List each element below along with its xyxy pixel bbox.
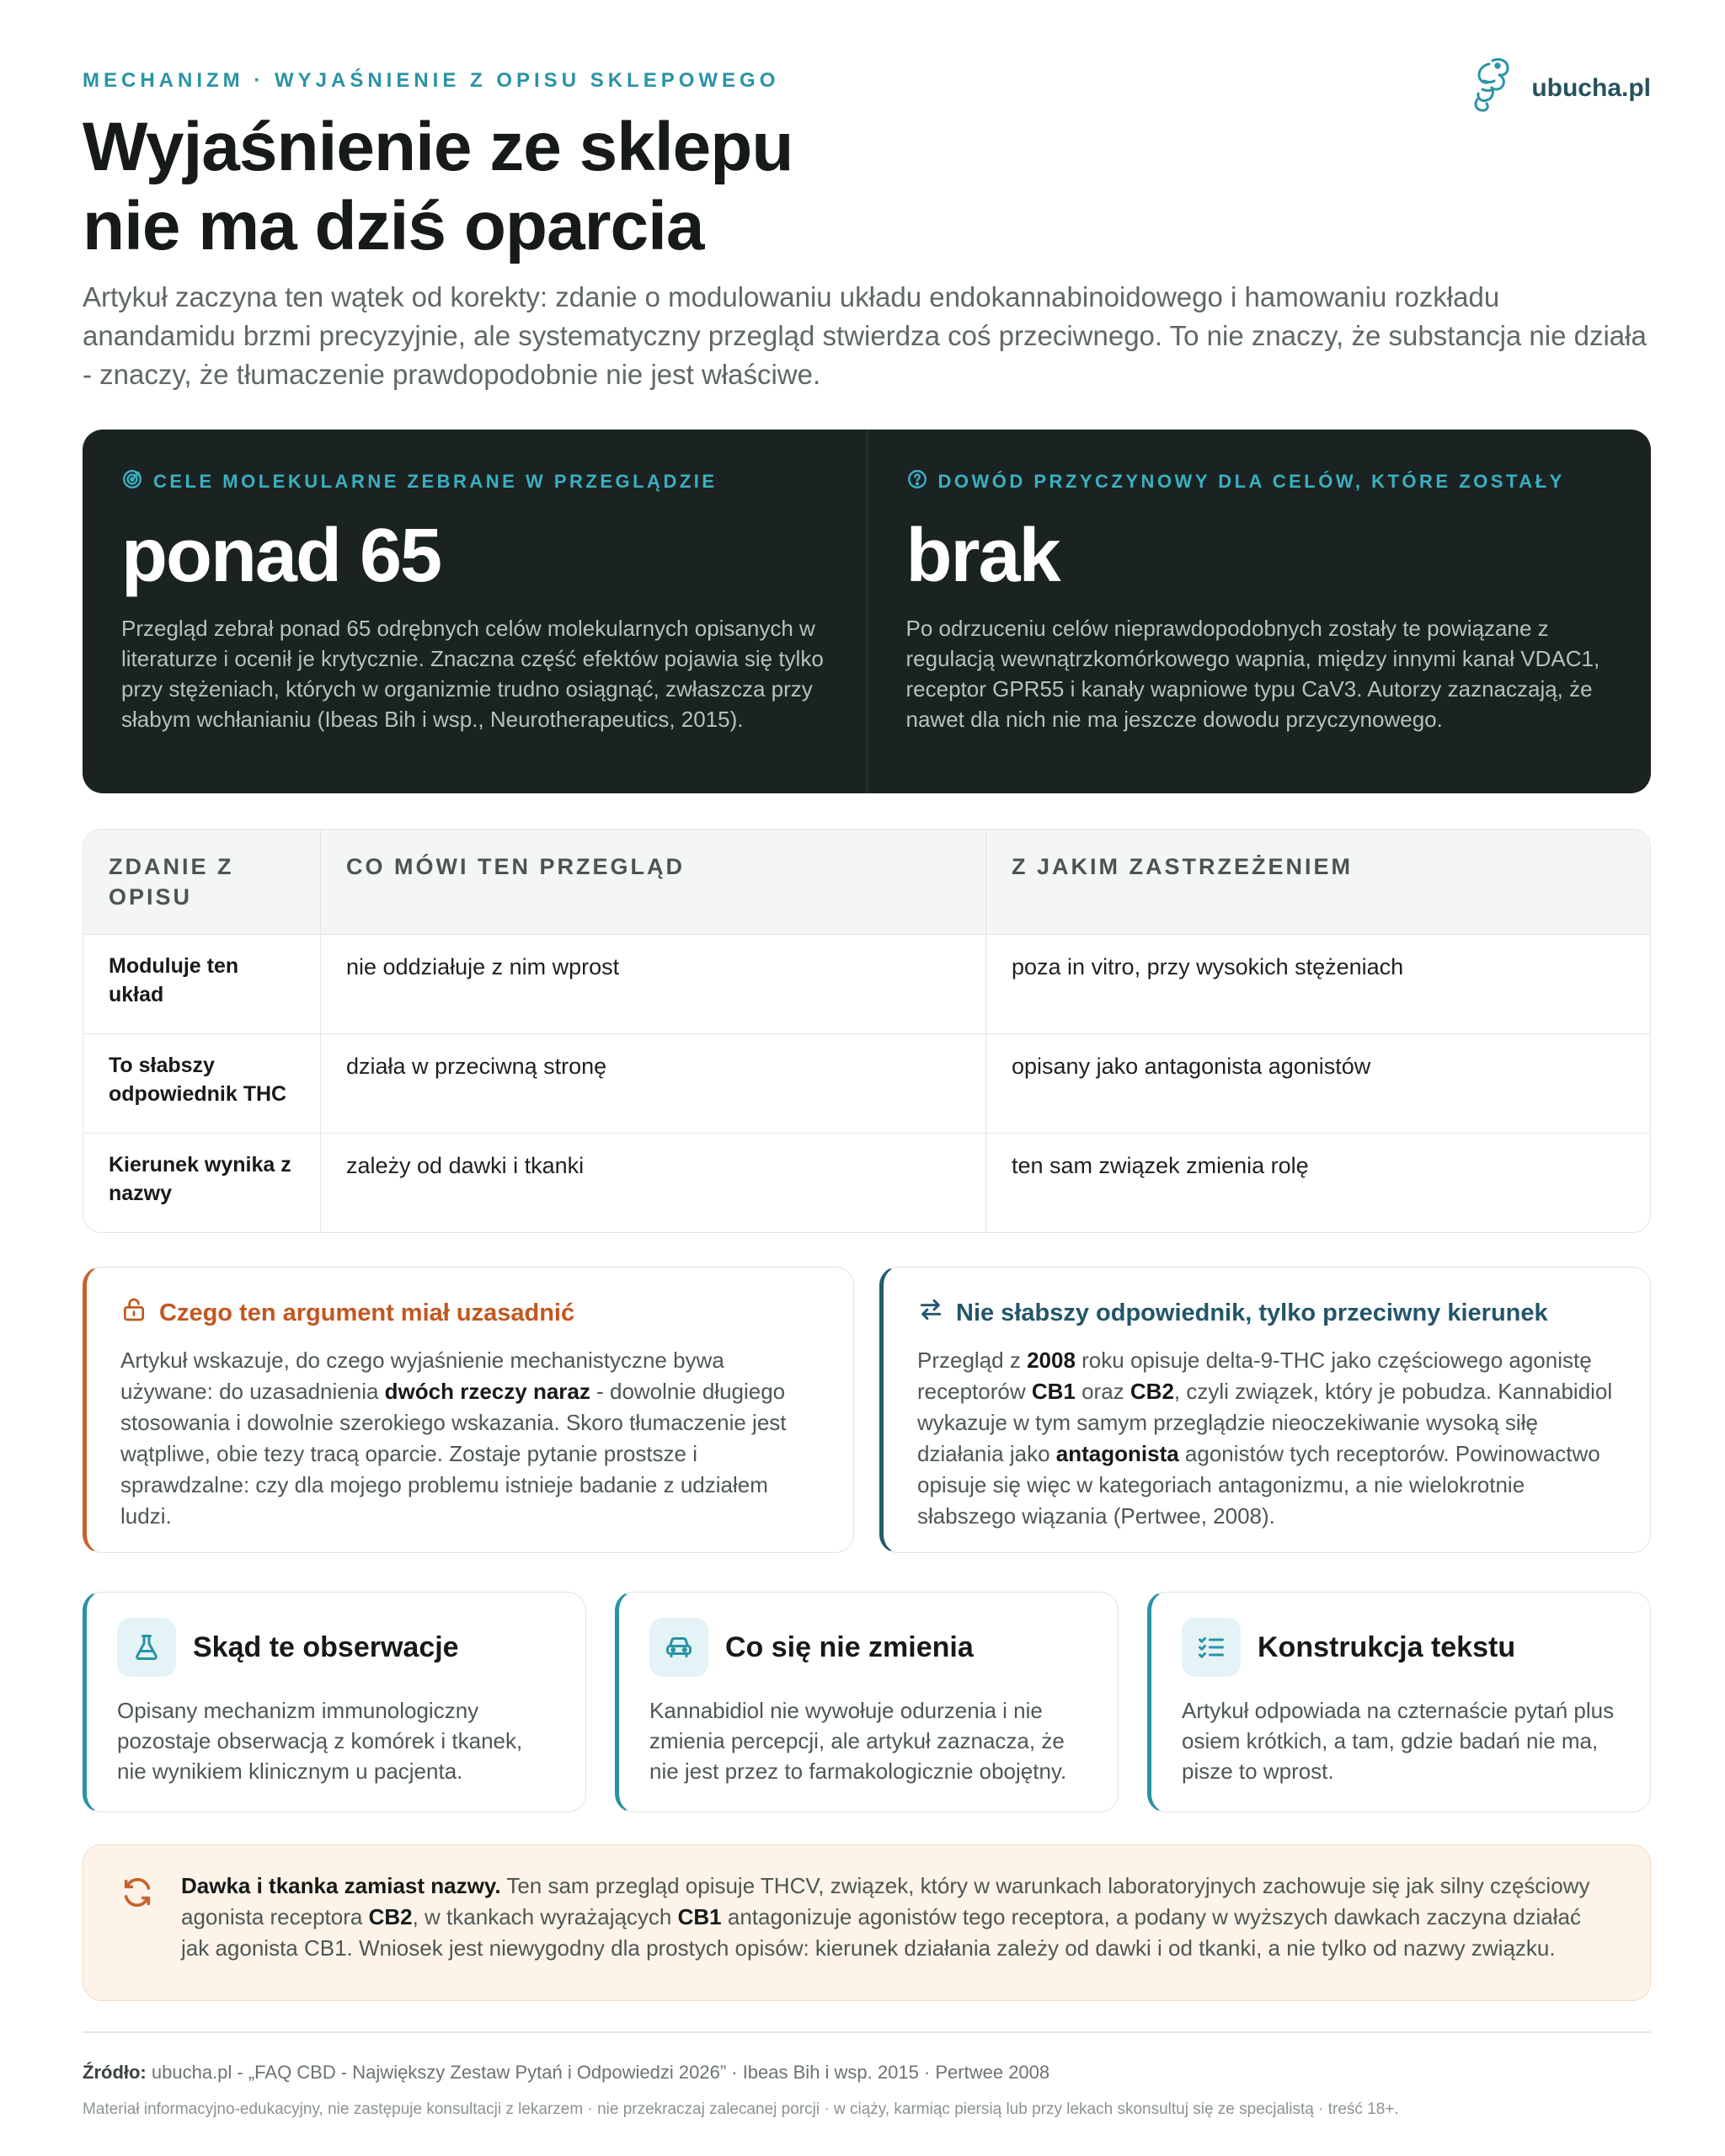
note-heading: Czego ten argument miał uzasadnić (120, 1296, 820, 1330)
card-heading: Konstrukcja tekstu (1182, 1618, 1620, 1677)
checklist-icon (1182, 1618, 1241, 1677)
table-cell: zależy od dawki i tkanki (321, 1134, 986, 1232)
table-cell: nie oddziałuje z nim wprost (321, 935, 986, 1033)
table-header-row (83, 830, 1650, 934)
card-body: Kannabidiol nie wywołuje odurzenia i nie zmienia percepcji, ale artykuł zaznacza, że nie jest przez to farmakologicznie obojętny. (649, 1698, 1067, 1784)
brand-logo[interactable] (1467, 56, 1651, 120)
callout-text: Dawka i tkanka zamiast nazwy. Ten sam przegląd opisuje THCV, związek, który w warunkach laboratoryjnych zachowuje się jak silny częściowy agonista receptora CB2, w tkankach wyrażających CB1 antagonizuje agonistów tego receptora, a podany w wyższych dawkach zaczyna działać jak agonista CB1. Wniosek jest niewygodny dla prostych opisów: kierunek działania zależy od dawki i od tkanki, a nie tylko od nazwy związku. (181, 1873, 1590, 1961)
stat-value: brak (905, 514, 1060, 598)
stat-molecular-targets (83, 430, 867, 793)
stat-value: ponad 65 (121, 514, 441, 598)
stat-label: DOWÓD PRZYCZYNOWY DLA CELÓW, KTÓRE ZOSTAŁY (906, 468, 1613, 495)
brand-name: ubucha.pl (1531, 73, 1651, 102)
table-cell: To słabszy odpowiednik THC (83, 1034, 321, 1133)
refresh-icon (120, 1870, 161, 2000)
question-circle-icon (906, 468, 928, 495)
disclaimer-line: Materiał informacyjno-edukacyjny, nie zastępuje konsultacji z lekarzem · nie przekraczaj zalecanej porcji · w ciąży, karmiąc piersią lub przy lekach skonsultuj się ze specjalistą · treść 18+. (83, 2100, 1399, 2118)
stat-description: Przegląd zebrał ponad 65 odrębnych celów molekularnych opisanych w literaturze i ocenił je krytycznie. Znaczna część efektów pojawia się tylko przy stężeniach, których w organizmie trudno osiągnąć, zwłaszcza przy słabym wchłanianiu (Ibeas Bih i wsp., Neurotherapeutics, 2015). (121, 616, 824, 732)
comparison-table (83, 829, 1651, 1233)
arrows-swap-icon (917, 1296, 944, 1330)
table-cell: Kierunek wynika z nazwy (83, 1134, 321, 1232)
lead-paragraph: Artykuł zaczyna ten wątek od korekty: zdanie o modulowaniu układu endokannabinoidowego i hamowaniu rozkładu anandamidu brzmi precyzyjnie, ale systematyczny przegląd stwierdza coś przeciwnego. To nie znaczy, że substancja nie działa - znaczy, że tłumaczenie prawdopodobnie nie jest właściwe. (83, 281, 1647, 390)
card-observations (83, 1592, 586, 1812)
flask-icon (117, 1618, 176, 1677)
table-cell: działa w przeciwną stronę (321, 1034, 986, 1133)
car-icon (649, 1618, 708, 1677)
table-row (83, 1133, 1650, 1232)
note-body: Przegląd z 2008 roku opisuje delta-9-THC jako częściowego agonistę receptorów CB1 oraz CB2, czyli związek, który je pobudza. Kannabidiol wykazuje w tym samym przeglądzie nieoczekiwanie wysoką siłę działania jako antagonista agonistów tych receptorów. Powinowactwo opisuje się więc w kategoriach antagonizmu, a nie wielokrotnie słabszego wiązania (Pertwee, 2008). (917, 1348, 1613, 1529)
source-line: Źródło: ubucha.pl - „FAQ CBD - Największy Zestaw Pytań i Odpowiedzi 2026” · Ibeas Bih i wsp. 2015 · Pertwee 2008 (83, 2062, 1050, 2083)
lock-open-icon (120, 1296, 147, 1330)
eyebrow-label: MECHANIZM · WYJAŚNIENIE Z OPISU SKLEPOWEGO (83, 69, 780, 92)
table-cell: opisany jako antagonista agonistów (1012, 1054, 1371, 1079)
card-heading: Co się nie zmienia (649, 1618, 1087, 1677)
target-icon (121, 468, 143, 495)
stats-panel (83, 430, 1651, 793)
argument-note (83, 1267, 854, 1553)
note-heading: Nie słabszy odpowiednik, tylko przeciwny kierunek (917, 1296, 1616, 1330)
card-heading: Skąd te obserwacje (117, 1618, 555, 1677)
stat-label: CELE MOLEKULARNE ZEBRANE W PRZEGLĄDZIE (121, 468, 828, 495)
table-cell: Moduluje ten układ (83, 935, 321, 1033)
title-line-1: Wyjaśnienie ze sklepu (83, 109, 793, 185)
table-row (83, 934, 1650, 1033)
stat-description: Po odrzuceniu celów nieprawdopodobnych zostały te powiązane z regulacją wewnątrzkomórkowego wapnia, między innymi kanał VDAC1, receptor GPR55 i kanały wapniowe typu CaV3. Autorzy zaznaczają, że nawet dla nich nie ma jeszcze dowodu przyczynowego. (905, 616, 1600, 732)
column-header: Z JAKIM ZASTRZEŻENIEM (1012, 854, 1353, 879)
card-body: Opisany mechanizm immunologiczny pozostaje obserwacją z komórek i tkanek, nie wynikiem klinicznym u pacjenta. (117, 1698, 523, 1784)
direction-note (879, 1267, 1651, 1553)
stat-causal-evidence (867, 430, 1652, 793)
page-title (83, 108, 793, 266)
column-header: ZDANIE Z OPISU (83, 830, 321, 934)
seahorse-logo-icon (1467, 56, 1516, 120)
column-header: CO MÓWI TEN PRZEGLĄD (321, 830, 986, 934)
card-structure (1147, 1592, 1651, 1812)
table-row (83, 1033, 1650, 1133)
footer-divider (83, 2031, 1651, 2033)
table-cell: poza in vitro, przy wysokich stężeniach (1012, 954, 1404, 979)
title-line-2: nie ma dziś oparcia (83, 188, 704, 264)
table-cell: ten sam związek zmienia rolę (1012, 1153, 1309, 1178)
dose-tissue-callout (83, 1844, 1651, 2001)
card-unchanged (615, 1592, 1119, 1812)
note-body: Artykuł wskazuje, do czego wyjaśnienie mechanistyczne bywa używane: do uzasadnienia dwóch rzeczy naraz - dowolnie długiego stosowania i dowolnie szerokiego wskazania. Skoro tłumaczenie jest wątpliwe, obie tezy tracą oparcie. Zostaje pytanie prostsze i sprawdzalne: czy dla mojego problemu istnieje badanie z udziałem ludzi. (120, 1348, 787, 1529)
card-body: Artykuł odpowiada na czternaście pytań plus osiem krótkich, a tam, gdzie badań nie ma, pisze to wprost. (1182, 1698, 1615, 1784)
